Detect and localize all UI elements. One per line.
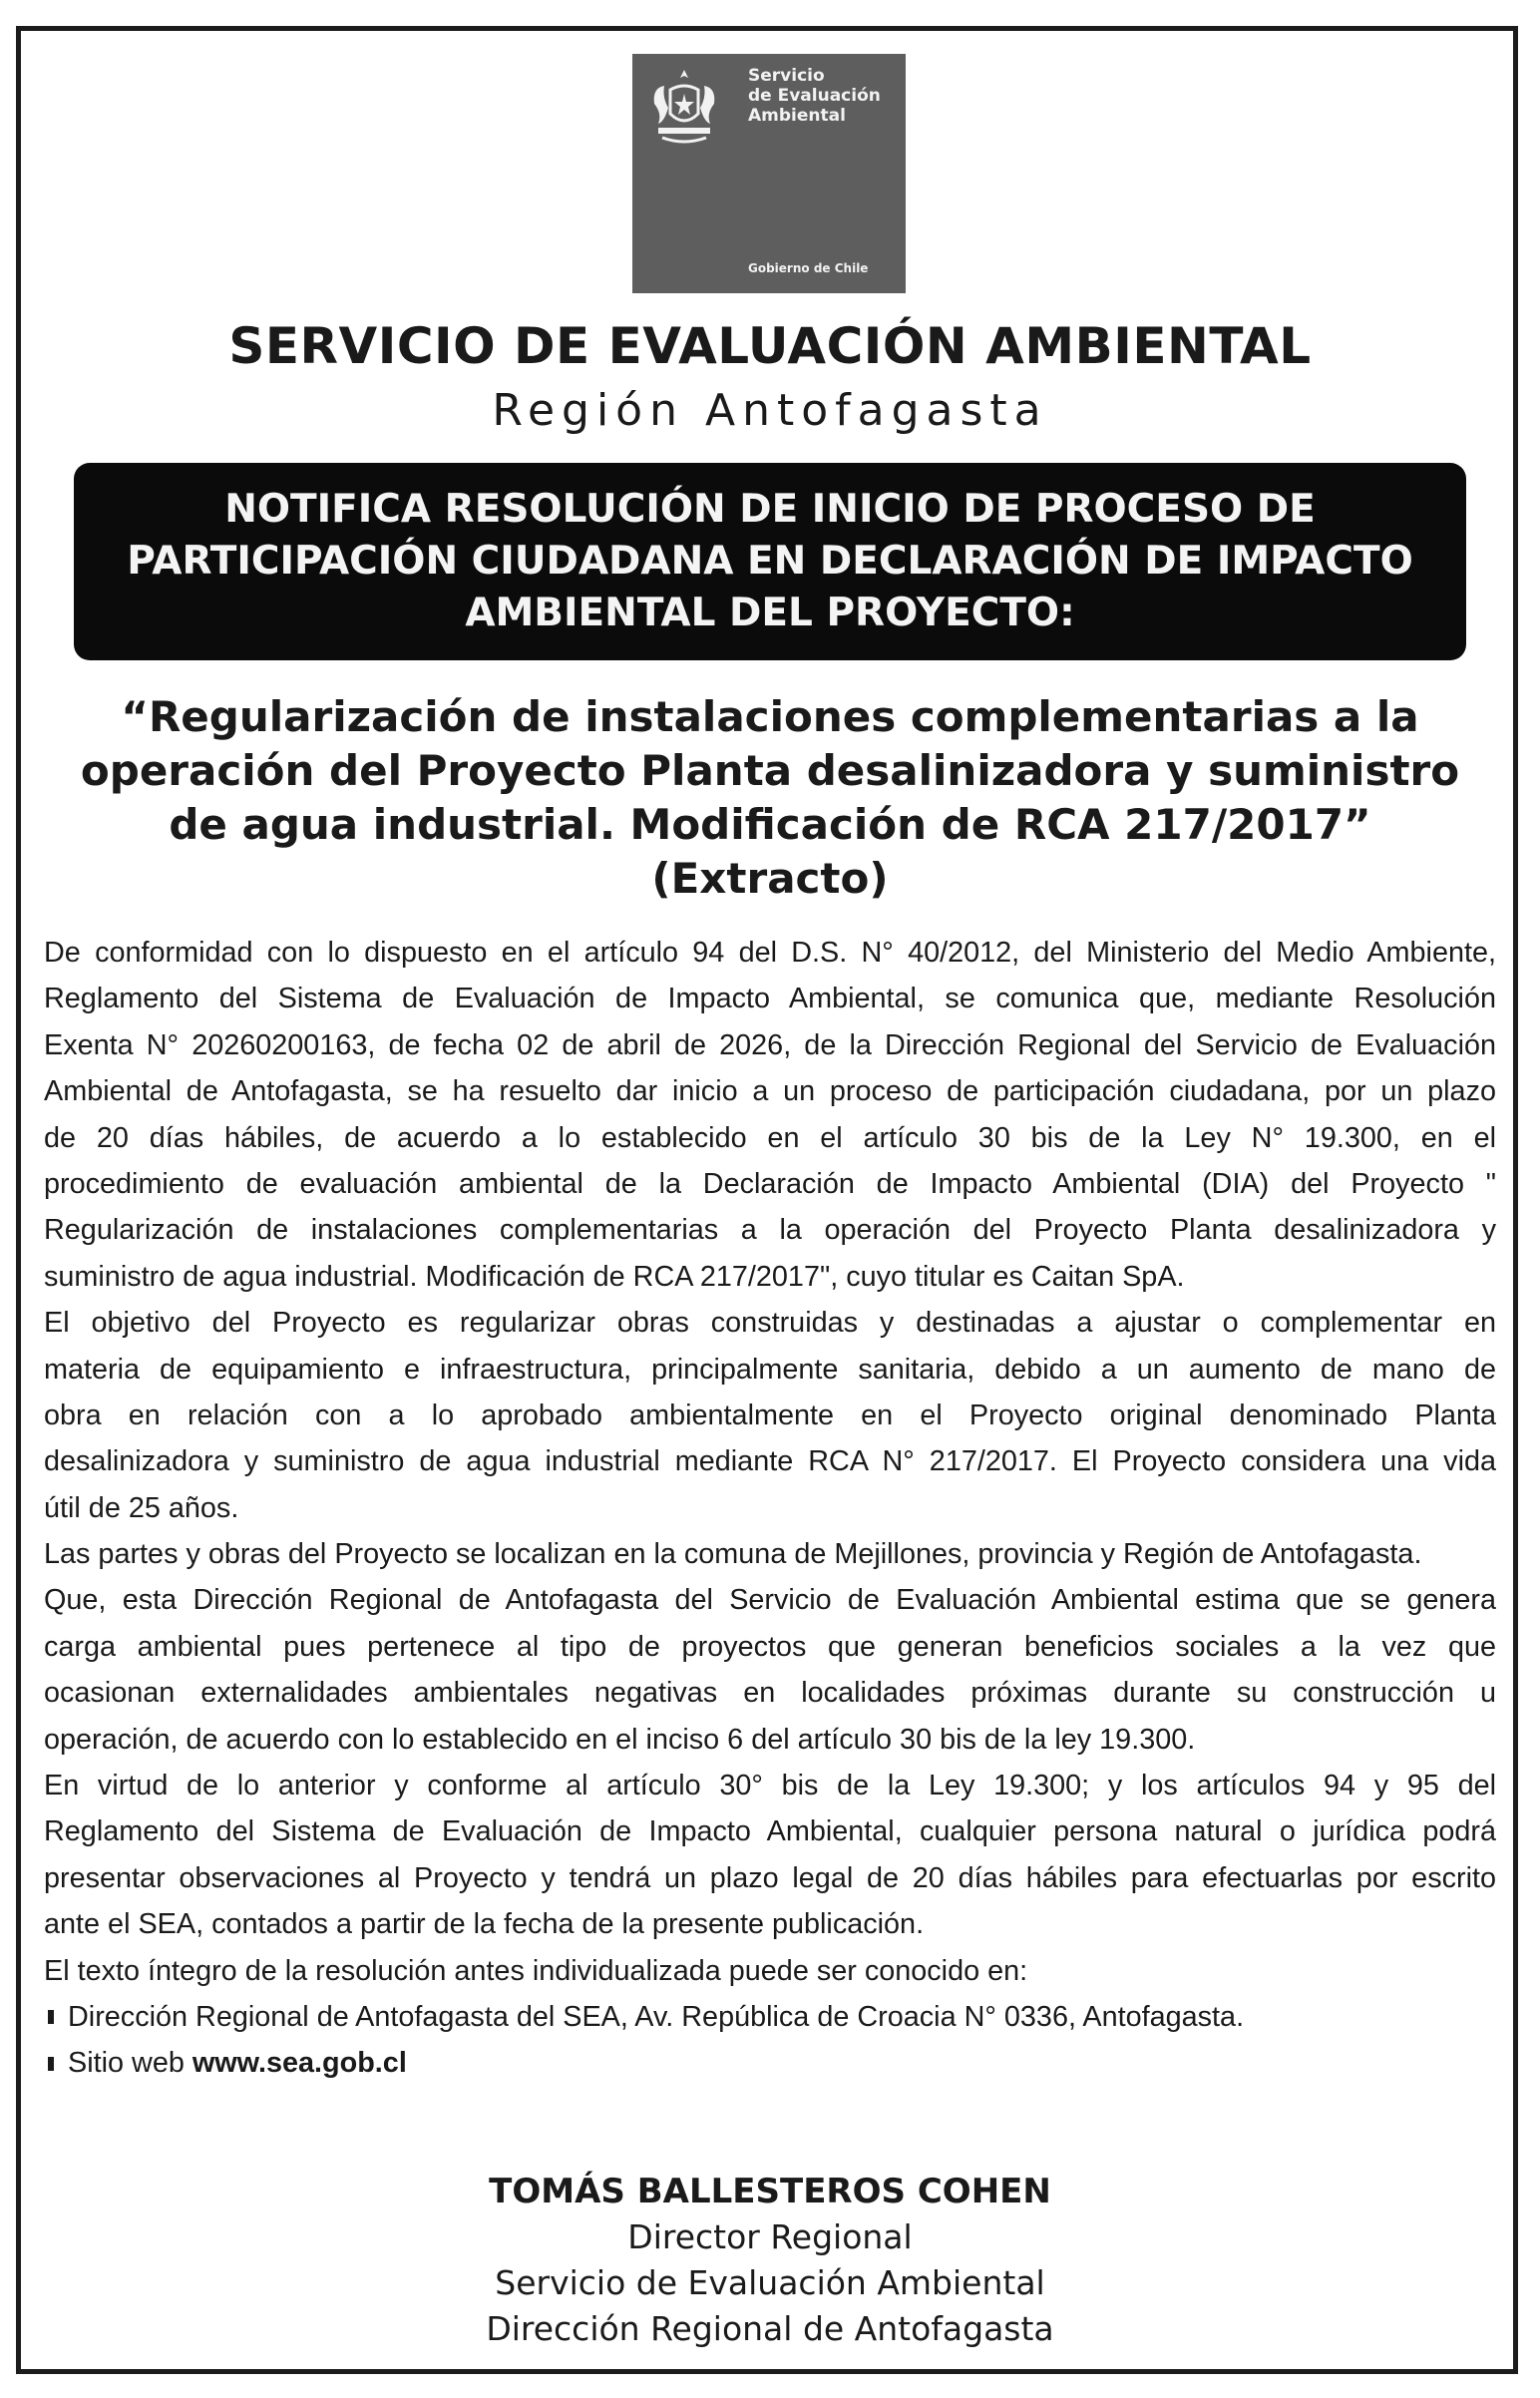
- body-line: Reglamento del Sistema de Evaluación de Impacto Ambiental, se comunica que, mediante Resolución: [44, 983, 1496, 1015]
- website-link[interactable]: www.sea.gob.cl: [192, 2047, 407, 2080]
- notice-line-2: PARTICIPACIÓN CIUDADANA EN DECLARACIÓN DE IMPACTO: [127, 539, 1413, 584]
- body-line: Regularización de instalaciones complementarias a la operación del Proyecto Planta desalinizadora y: [44, 1214, 1496, 1247]
- body-line: Que, esta Dirección Regional de Antofagasta del Servicio de Evaluación Ambiental estima que se genera: [44, 1584, 1496, 1617]
- body-line: carga ambiental pues pertenece al tipo de proyectos que generan beneficios sociales a la vez que: [44, 1630, 1496, 1663]
- logo-line-1: Servicio: [748, 66, 825, 86]
- body-line: De conformidad con lo dispuesto en el artículo 94 del D.S. N° 40/2012, del Ministerio del Medio Ambiente,: [44, 937, 1496, 969]
- body-line: suministro de agua industrial. Modificación de RCA 217/2017", cuyo titular es Caitan SpA.: [44, 1260, 1185, 1293]
- address-bullet: [44, 1994, 1496, 2040]
- body-line: El texto íntegro de la resolución antes individualizada puede ser conocido en:: [44, 1954, 1028, 1987]
- website-label: Sitio web: [68, 2047, 192, 2080]
- body-line: ocasionan externalidades ambientales negativas en localidades próximas durante su construcción u: [44, 1677, 1496, 1710]
- body-line: útil de 25 años.: [44, 1491, 239, 1524]
- logo-wordmark: [748, 66, 881, 126]
- body-line: de 20 días hábiles, de acuerdo a lo establecido en el artículo 30 bis de la Ley N° 19.300, en el: [44, 1121, 1496, 1154]
- body-line: ante el SEA, contados a partir de la fecha de la presente publicación.: [44, 1908, 925, 1941]
- body-line: materia de equipamiento e infraestructura, principalmente sanitaria, debido a un aumento de mano de: [44, 1353, 1496, 1386]
- body-line: presentar observaciones al Proyecto y tendrá un plazo legal de 20 días hábiles para efectuarlas por escrito: [44, 1861, 1496, 1894]
- coat-of-arms-icon: [648, 64, 720, 154]
- body-line: Exenta N° 20260200163, de fecha 02 de abril de 2026, de la Dirección Regional del Servicio de Evaluación: [44, 1028, 1496, 1061]
- body-line: procedimiento de evaluación ambiental de la Declaración de Impacto Ambiental (DIA) del Proyecto ": [44, 1167, 1496, 1200]
- bullet-icon: [48, 2010, 54, 2024]
- body-line: Reglamento del Sistema de Evaluación de Impacto Ambiental, cualquier persona natural o jurídica podrá: [44, 1815, 1496, 1848]
- notice-banner: [74, 463, 1466, 660]
- signatory-position: Director Regional: [627, 2217, 913, 2256]
- website-bullet: [44, 2040, 1496, 2086]
- organization-title: SERVICIO DE EVALUACIÓN AMBIENTAL: [228, 317, 1312, 375]
- notice-line-1: NOTIFICA RESOLUCIÓN DE INICIO DE PROCESO DE: [224, 487, 1316, 532]
- project-title: [0, 690, 1540, 906]
- sea-logo: [632, 54, 906, 293]
- bullet-icon: [48, 2057, 54, 2071]
- notice-body: [44, 930, 1496, 2087]
- body-line: desalinizadora y suministro de agua industrial mediante RCA N° 217/2017. El Proyecto considera una vida: [44, 1445, 1496, 1478]
- project-extract-label: (Extracto): [651, 854, 889, 903]
- body-line: Las partes y obras del Proyecto se localizan en la comuna de Mejillones, provincia y Región de Antofagasta.: [44, 1538, 1422, 1571]
- logo-line-2: de Evaluación: [748, 86, 881, 106]
- body-line: Ambiental de Antofagasta, se ha resuelto dar inicio a un proceso de participación ciudadana, por un plazo: [44, 1075, 1496, 1108]
- project-title-line-2: operación del Proyecto Planta desalinizadora y suministro: [80, 746, 1460, 795]
- logo-government: Gobierno de Chile: [748, 261, 869, 275]
- signatory-name: TOMÁS BALLESTEROS COHEN: [489, 2172, 1051, 2211]
- project-title-line-1: “Regularización de instalaciones complementarias a la: [121, 692, 1419, 741]
- body-line: operación, de acuerdo con lo establecido en el inciso 6 del artículo 30 bis de la ley 19.300.: [44, 1723, 1196, 1756]
- logo-line-3: Ambiental: [748, 106, 846, 126]
- signatory-office: Dirección Regional de Antofagasta: [486, 2309, 1054, 2348]
- body-line: obra en relación con a lo aprobado ambientalmente en el Proyecto original denominado Planta: [44, 1399, 1496, 1431]
- organization-region: Región Antofagasta: [492, 385, 1048, 436]
- notice-heading: [127, 484, 1412, 639]
- project-title-line-3: de agua industrial. Modificación de RCA 217/2017”: [169, 800, 1371, 849]
- notice-line-3: AMBIENTAL DEL PROYECTO:: [465, 591, 1075, 635]
- body-line: En virtud de lo anterior y conforme al artículo 30° bis de la Ley 19.300; y los artículos 94 y 95 del: [44, 1770, 1496, 1802]
- signature-block: [0, 2169, 1540, 2352]
- signatory-organization: Servicio de Evaluación Ambiental: [495, 2263, 1045, 2302]
- address-text: Dirección Regional de Antofagasta del SEA, Av. República de Croacia N° 0336, Antofagasta.: [68, 2000, 1245, 2033]
- body-line: El objetivo del Proyecto es regularizar obras construidas y destinadas a ajustar o complementar en: [44, 1307, 1496, 1340]
